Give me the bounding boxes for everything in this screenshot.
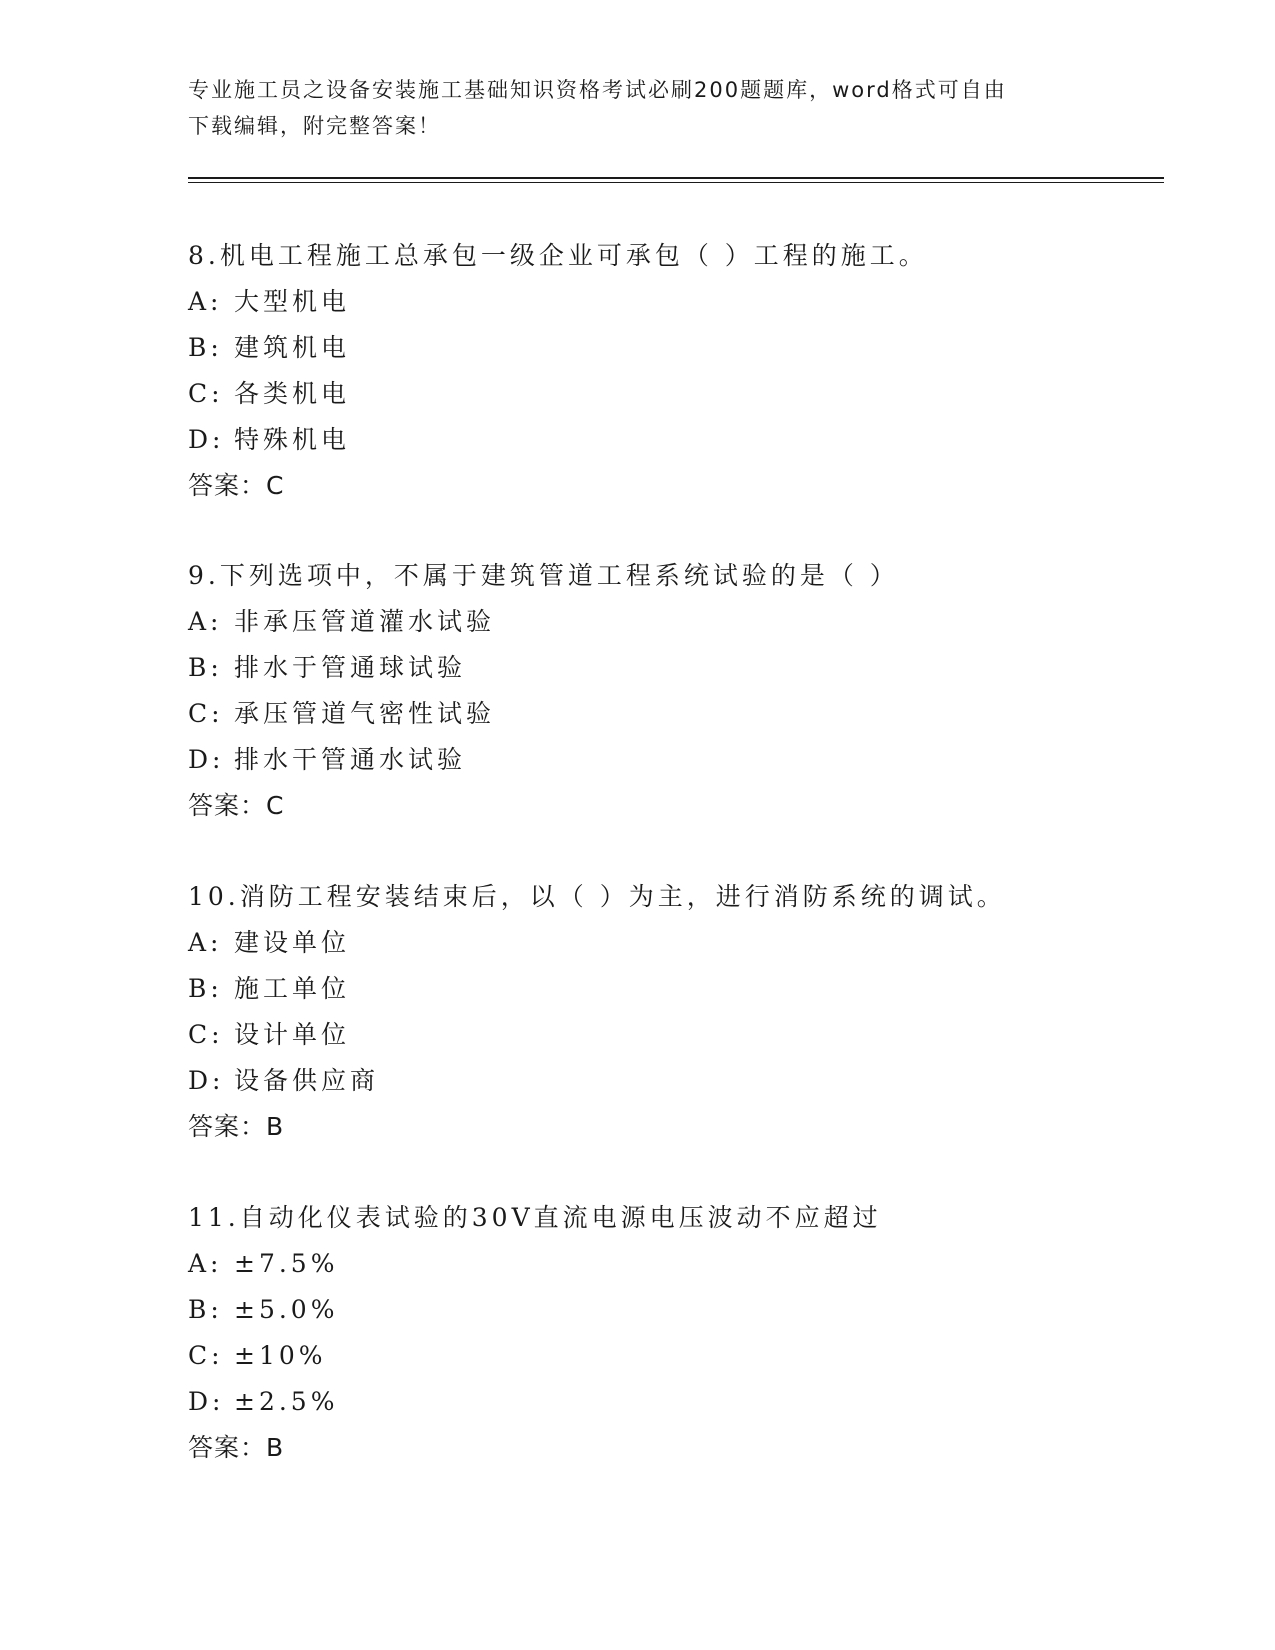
option-text: 建筑机电 [234,333,351,362]
option-letter: A: [188,287,223,316]
option-text: 设计单位 [234,1020,351,1049]
option-d [188,737,1168,783]
option-letter: C: [188,1341,224,1370]
option-letter: A: [188,1249,223,1278]
option-letter: B: [188,333,223,362]
option-letter: B: [188,974,223,1003]
question-block [188,874,1168,1150]
header-divider-top [188,177,1164,179]
option-text: ±10% [234,1341,327,1370]
option-letter: D: [188,745,225,774]
option-a [188,599,1168,645]
option-c [188,1012,1168,1058]
option-d [188,1058,1168,1104]
option-letter: C: [188,1020,224,1049]
answer-line: 答案：B [188,1112,285,1141]
question-block [188,553,1168,829]
answer-line: 答案：C [188,791,285,820]
option-c [188,691,1168,737]
header-divider-bottom [188,182,1164,183]
option-a [188,1241,1168,1287]
option-a [188,920,1168,966]
question-block [188,233,1168,509]
question-stem: 8.机电工程施工总承包一级企业可承包（ ）工程的施工。 [188,241,928,270]
option-letter: A: [188,928,223,957]
option-letter: C: [188,699,224,728]
header-line-2: 下载编辑，附完整答案！ [188,114,441,138]
option-a [188,279,1168,325]
option-text: 非承压管道灌水试验 [234,607,496,636]
option-text: 各类机电 [234,379,351,408]
option-text: ±7.5% [234,1249,339,1278]
option-text: 施工单位 [234,974,351,1003]
option-letter: D: [188,1066,225,1095]
question-stem: 9.下列选项中，不属于建筑管道工程系统试验的是（ ） [188,561,899,590]
option-letter: C: [188,379,224,408]
option-text: 承压管道气密性试验 [234,699,496,728]
answer-line: 答案：C [188,471,285,500]
option-text: ±2.5% [234,1387,339,1416]
option-b [188,966,1168,1012]
answer-line: 答案：B [188,1433,285,1462]
question-block [188,1195,1168,1471]
option-letter: D: [188,425,225,454]
option-d [188,1379,1168,1425]
option-text: 排水干管通水试验 [234,745,467,774]
option-letter: D: [188,1387,225,1416]
document-header [188,72,1088,144]
option-text: 特殊机电 [234,425,351,454]
option-text: 建设单位 [234,928,351,957]
question-stem: 11.自动化仪表试验的30V直流电源电压波动不应超过 [188,1203,882,1232]
question-stem: 10.消防工程安装结束后，以（ ）为主，进行消防系统的调试。 [188,882,1006,911]
option-text: 设备供应商 [234,1066,380,1095]
header-line-1: 专业施工员之设备安装施工基础知识资格考试必刷200题题库，word格式可自由 [188,78,1007,102]
option-c [188,371,1168,417]
option-letter: A: [188,607,223,636]
option-c [188,1333,1168,1379]
option-b [188,1287,1168,1333]
option-letter: B: [188,1295,223,1324]
option-b [188,325,1168,371]
option-letter: B: [188,653,223,682]
option-b [188,645,1168,691]
option-text: 大型机电 [234,287,351,316]
option-d [188,417,1168,463]
option-text: ±5.0% [234,1295,339,1324]
option-text: 排水于管通球试验 [234,653,467,682]
